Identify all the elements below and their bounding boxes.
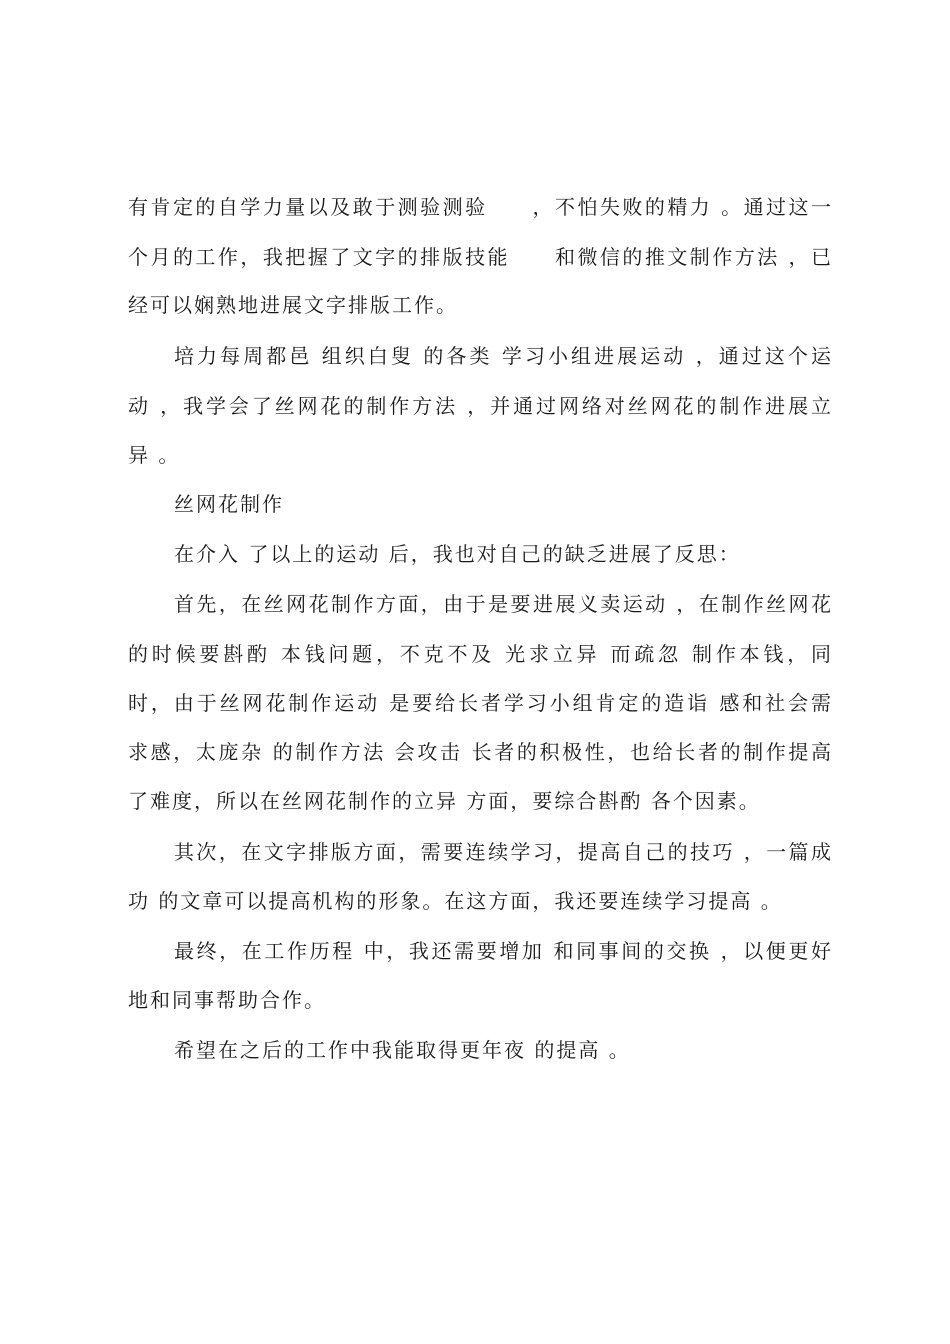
text-line: 培力每周都邑 组织白叟 的各类 学习小组进展运动 ，通过这个运	[174, 344, 833, 368]
text-line: 的时候要斟酌 本钱问题，不克不及 光求立异 而疏忽 制作本钱，同	[128, 642, 833, 666]
text-line: 在介入 了以上的运动 后，我也对自己的缺乏进展了反思：	[174, 542, 741, 566]
text-line: 最终，在工作历程 中，我还需要增加 和同事间的交换 ，以便更好	[174, 939, 833, 963]
text-line: 了难度，所以在丝网花制作的立异 方面，要综合斟酌 各个因素。	[128, 789, 761, 813]
text-line: 经可以娴熟地进展文字排版工作。	[128, 293, 458, 317]
text-line: 地和同事帮助合作。	[128, 988, 326, 1012]
text-line: 异 。	[128, 443, 181, 467]
text-line: 功 的文章可以提高机构的形象。在这方面，我还要连续学习提高 。	[128, 889, 783, 913]
text-line: 动 ，我学会了丝网花的制作方法 ，并通过网络对丝网花的制作进展立	[128, 394, 833, 418]
text-line: 个月的工作，我把握了文字的排版技能 和微信的推文制作方法 ，已	[128, 245, 833, 269]
text-line: 求感，太庞杂 的制作方法 会攻击 长者的积极性，也给长者的制作提高	[128, 740, 833, 764]
text-line: 时，由于丝网花制作运动 是要给长者学习小组肯定的造诣 感和社会需	[128, 691, 833, 715]
text-line: 其次，在文字排版方面，需要连续学习，提高自己的技巧 ，一篇成	[174, 840, 833, 864]
text-line: 首先，在丝网花制作方面，由于是要进展义卖运动 ，在制作丝网花	[174, 592, 833, 616]
text-line: 希望在之后的工作中我能取得更年夜 的提高 。	[174, 1038, 631, 1062]
text-line: 有肯定的自学力量以及敢于测验测验 ，不怕失败的精力 。通过这一	[128, 195, 833, 219]
section-heading: 丝网花制作	[174, 492, 284, 516]
